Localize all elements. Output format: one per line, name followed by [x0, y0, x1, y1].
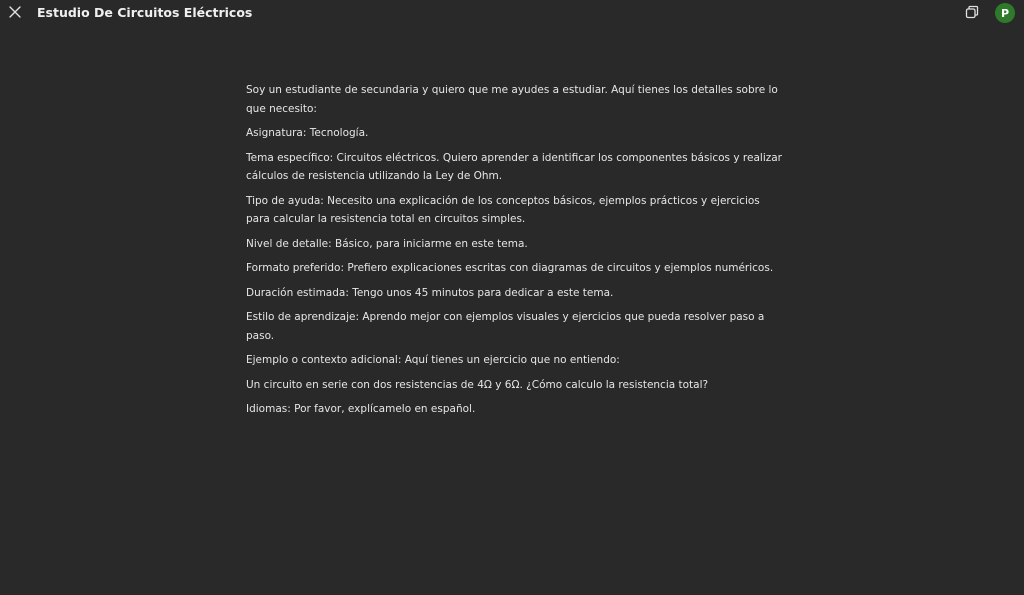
close-icon — [9, 3, 21, 22]
message-paragraph: Nivel de detalle: Básico, para iniciarme en este tema. — [246, 237, 528, 250]
message-paragraph: Un circuito en serie con dos resistencias de 4Ω y 6Ω. ¿Cómo calculo la resistencia total? — [246, 378, 709, 391]
message-paragraph: Tipo de ayuda: Necesito una explicación de los conceptos básicos, ejemplos prácticos y ejercicios para calcular la resistencia total en circuitos simples. — [246, 194, 760, 225]
message-paragraph: Idiomas: Por favor, explícamelo en español. — [246, 403, 476, 415]
close-button[interactable] — [6, 3, 24, 21]
page-title: Estudio De Circuitos Eléctricos — [37, 5, 253, 20]
message-paragraph: Ejemplo o contexto adicional: Aquí tienes un ejercicio que no entiendo: — [246, 354, 620, 366]
message-paragraph: Duración estimada: Tengo unos 45 minutos para dedicar a este tema. — [246, 286, 614, 299]
avatar[interactable]: P — [995, 3, 1015, 23]
message-paragraph: Soy un estudiante de secundaria y quiero que me ayudes a estudiar. Aquí tienes los detalles sobre lo que necesito: — [246, 84, 778, 115]
message-content — [246, 81, 786, 425]
copy-button[interactable] — [963, 4, 981, 22]
copy-icon — [965, 4, 979, 23]
message-paragraph: Tema específico: Circuitos eléctricos. Quiero aprender a identificar los componentes básicos y realizar cálculos de resistencia utilizando la Ley de Ohm. — [246, 151, 782, 182]
top-bar — [0, 0, 1024, 26]
message-paragraph: Asignatura: Tecnología. — [246, 127, 369, 139]
message-paragraph: Estilo de aprendizaje: Aprendo mejor con ejemplos visuales y ejercicios que pueda resolver paso a paso. — [246, 311, 765, 342]
message-paragraph: Formato preferido: Prefiero explicaciones escritas con diagramas de circuitos y ejemplos numéricos. — [246, 262, 774, 274]
